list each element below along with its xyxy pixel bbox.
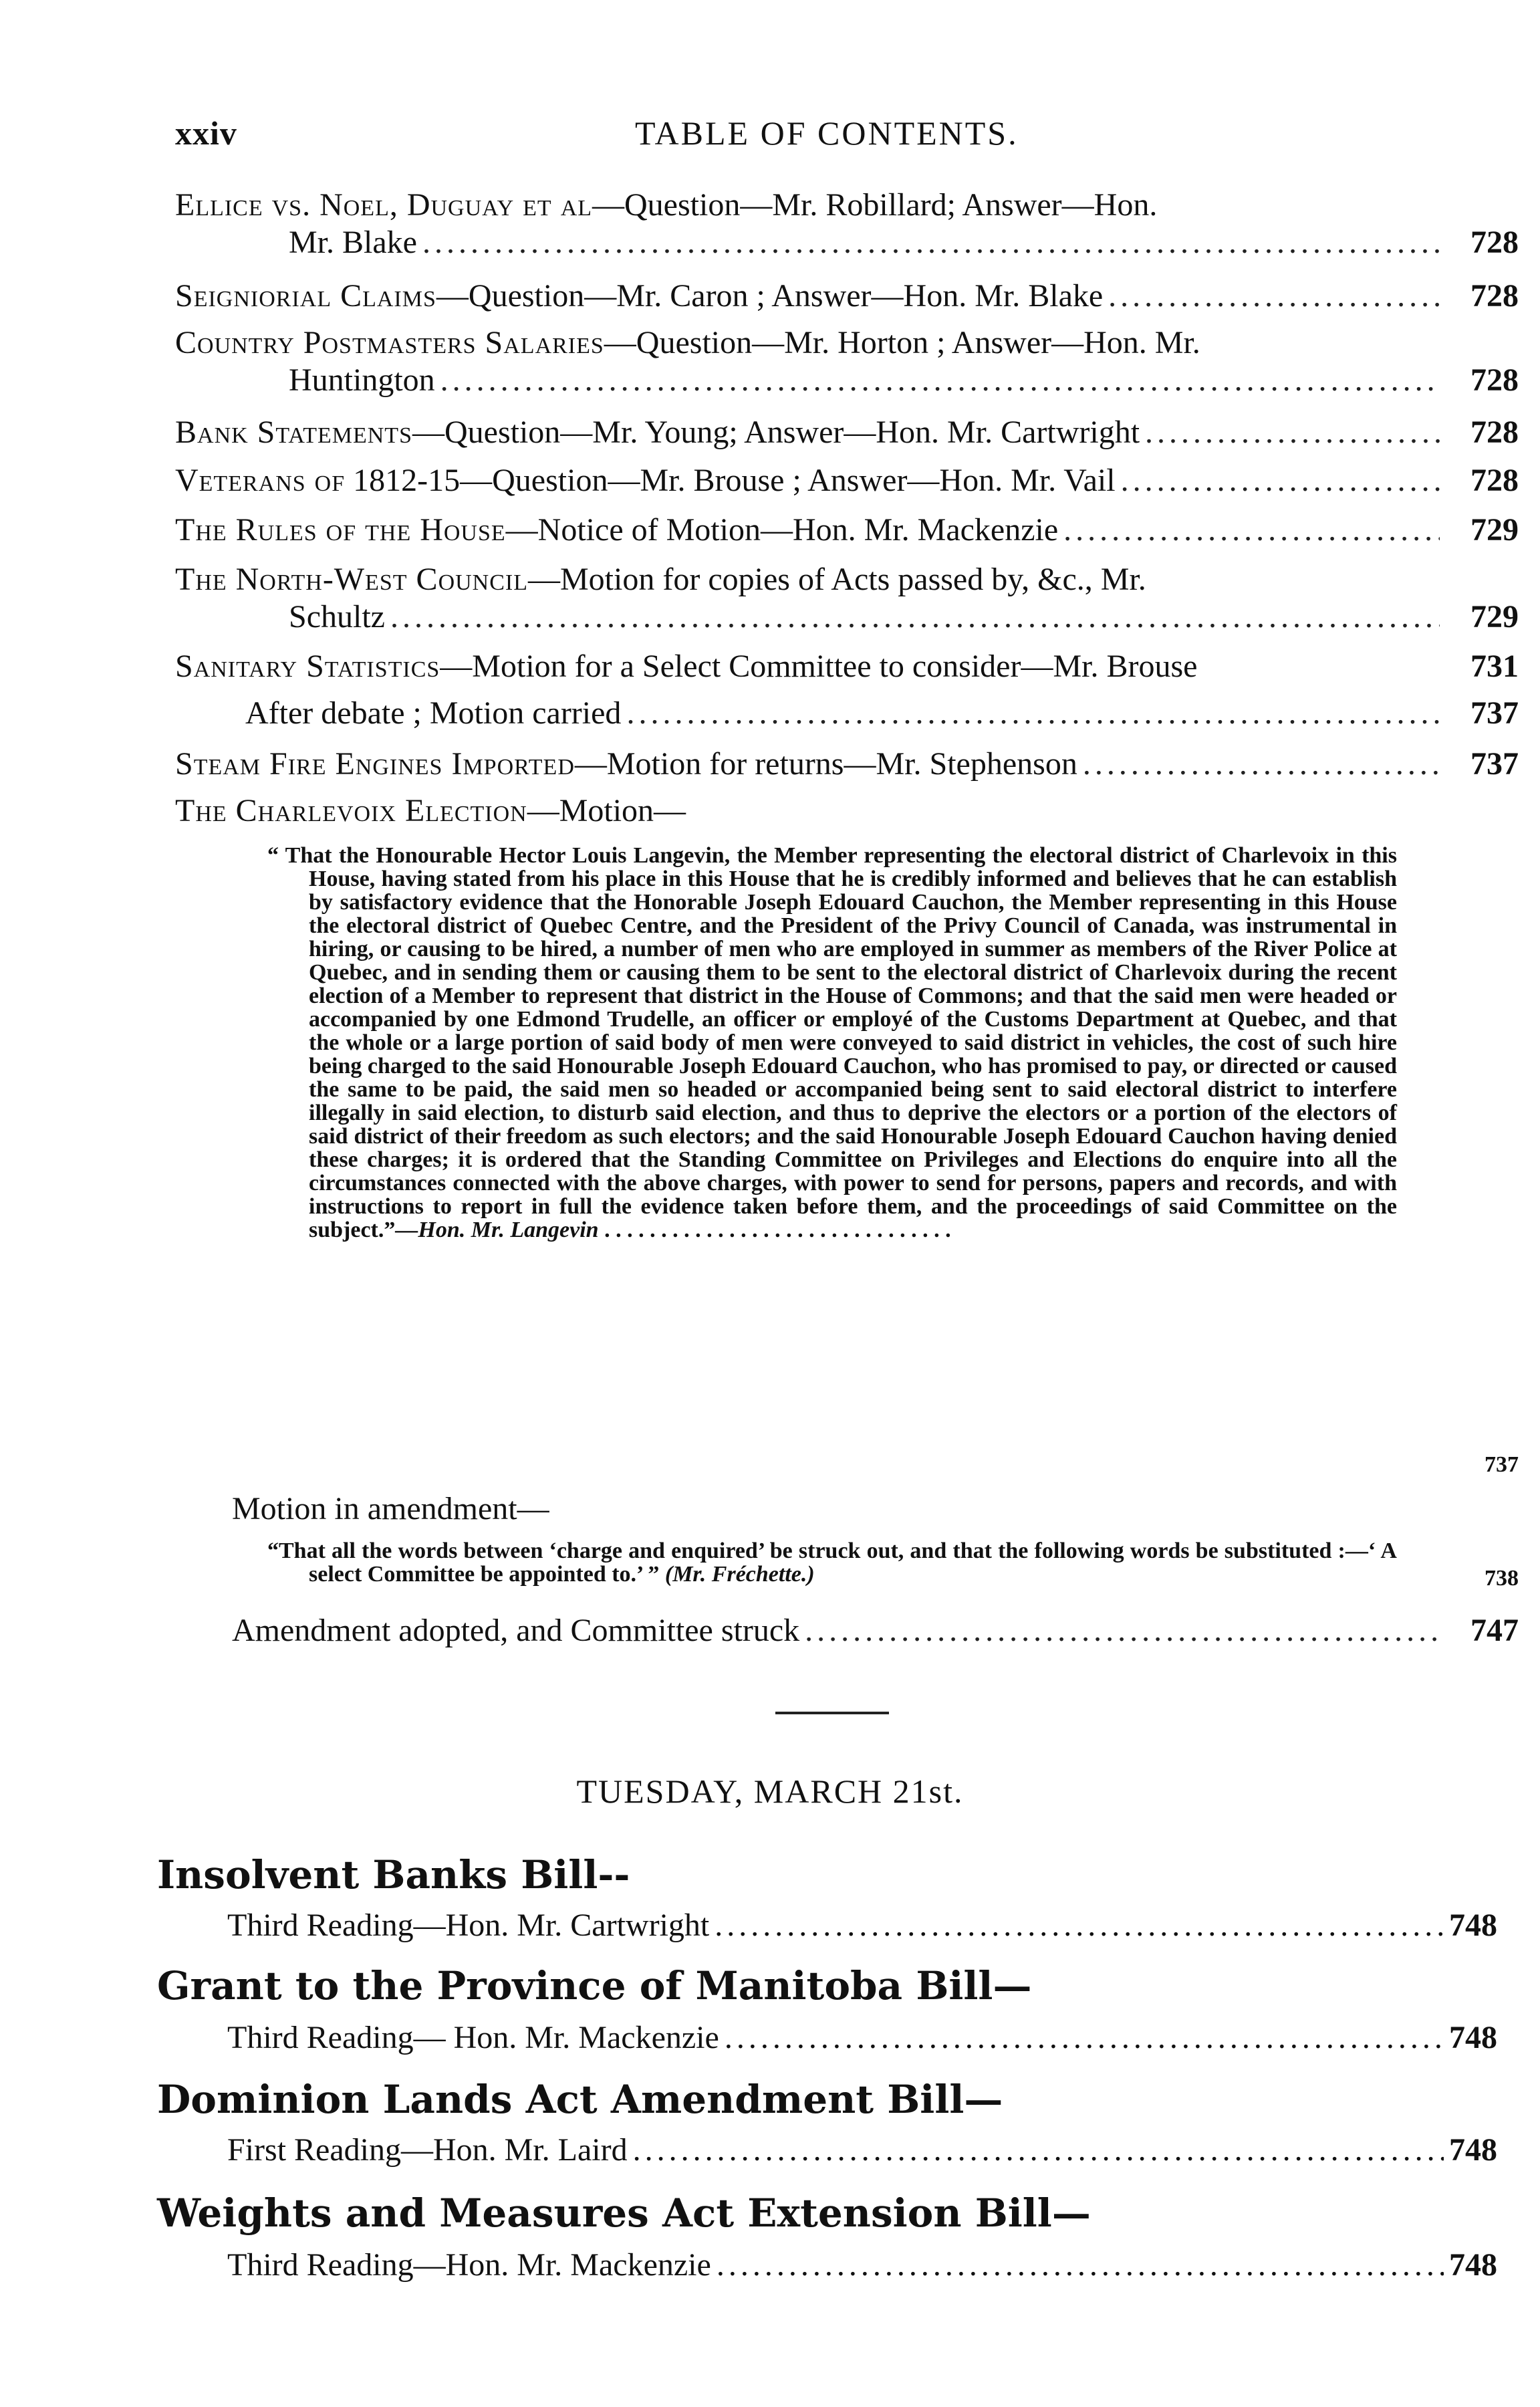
page-ref: 737 <box>1485 1452 1519 1477</box>
page-ref: 737 <box>1470 695 1519 731</box>
entry-text: —Motion for copies of Acts passed by, &c., Mr. <box>528 562 1146 597</box>
page-ref: 729 <box>1470 512 1519 548</box>
amendment-attribution: (Mr. Fréchette.) <box>664 1562 815 1587</box>
toc-entry <box>175 788 1519 834</box>
page-ref: 728 <box>1470 415 1519 450</box>
toc-entry <box>175 690 1519 737</box>
entry-text: —Motion— <box>527 793 686 828</box>
entry-heading: The North-West Council <box>175 562 528 597</box>
leader-dots <box>1145 409 1440 456</box>
entry-text: —Motion for a Select Committee to consider—Mr. Brouse <box>440 649 1198 684</box>
page-number: xxiv <box>175 114 237 152</box>
bill-line <box>227 2247 1497 2283</box>
toc-entry <box>175 182 1519 266</box>
bill-reading: Third Reading—Hon. Mr. Mackenzie <box>227 2247 711 2283</box>
entry-heading: Veterans of <box>175 463 346 498</box>
bill-line <box>227 1907 1497 1944</box>
leader-dots <box>805 1607 1440 1654</box>
entry-text: Schultz <box>289 599 385 635</box>
entry-text: —Question—Mr. Caron ; Answer—Hon. Mr. Blake <box>436 278 1104 314</box>
page-ref: 728 <box>1470 278 1519 314</box>
entry-text: After debate ; Motion carried <box>245 695 622 731</box>
bill-title: Insolvent Banks Bill-- <box>157 1852 630 1898</box>
page-ref: 728 <box>1470 362 1519 398</box>
toc-entry <box>175 507 1519 554</box>
quote-attribution: —Hon. Mr. Langevin <box>395 1218 599 1242</box>
entry-heading: Country Postmasters Salaries <box>175 325 604 360</box>
bill-reading: Third Reading— Hon. Mr. Mackenzie <box>227 2020 719 2055</box>
amendment-quote <box>267 1539 1397 1586</box>
page-title: TABLE OF CONTENTS. <box>635 114 1019 152</box>
entry-text: Mr. Blake <box>289 225 417 260</box>
leader-dots <box>725 2019 1444 2056</box>
entry-heading: Steam Fire Engines Imported <box>175 746 575 782</box>
page-ref: 738 <box>1485 1566 1519 1591</box>
leader-dots <box>390 594 1440 641</box>
entry-heading: The Rules of the House <box>175 512 506 548</box>
page-ref: 731 <box>1470 649 1519 684</box>
page-ref: 728 <box>1470 225 1519 260</box>
leader-dots <box>1083 741 1440 788</box>
toc-entry <box>175 556 1519 641</box>
leader-dots <box>626 690 1440 737</box>
toc-entry <box>175 320 1519 404</box>
bill-title: Dominion Lands Act Amendment Bill— <box>157 2077 1003 2122</box>
leader-dots <box>717 2247 1444 2283</box>
quote-text: “ That the Honourable Hector Louis Langevin, the Member representing the electoral district of Charlevoix in this House, having stated from his place in this House that he is credibly informed and believes that he can establish by satisfactory evidence that the Honorable Joseph Edouard Cauchon, the Member representing in this House the electoral district of Quebec Centre, and the President of the Privy Council of Canada, was instrumental in hiring, or causing to be hired, a number of men who are employed in summer as members of the River Police at Quebec, and in sending them or causing them to be sent to the electoral district of Charlevoix during the recent election of a Member to represent that district in the House of Commons; and that the said men were headed or accompanied by one Edmond Trudelle, an officer or employé of the Customs Department at Quebec, and that the whole or a large portion of said body of men were conveyed to said district in vehicles, the cost of such hire being charged to the said Honourable Joseph Edouard Cauchon, who has promised to pay, or directed or caused the same to be paid, the said men so headed or accompanied being sent to said electoral district to interfere illegally in said election, to disturb said election, and thus to deprive the electors or a portion of the electors of said district of their freedom as such electors; and the said Honourable Joseph Edouard Cauchon having denied these charges; it is ordered that the Standing Committee on Privileges and Elections do enquire into all the circumstances connected with the above charges, with power to send for persons, papers and records, and with instructions to report in full the evidence taken before them, and the proceedings of said Committee on the subject.” <box>267 843 1397 1242</box>
amendment-label-row <box>175 1486 1519 1532</box>
leader-dots <box>715 1907 1444 1944</box>
leader-dots <box>1121 457 1440 504</box>
leader-dots <box>440 357 1440 404</box>
entry-text: —Question—Mr. Young; Answer—Hon. Mr. Cartwright <box>412 415 1140 450</box>
entry-text: —Question—Mr. Horton ; Answer—Hon. Mr. <box>604 325 1200 360</box>
entry-heading: The Charlevoix Election <box>175 793 527 828</box>
page-ref: 748 <box>1449 2247 1497 2283</box>
toc-entry <box>175 273 1519 320</box>
page-ref: 748 <box>1449 1908 1497 1943</box>
entry-text: —Notice of Motion—Hon. Mr. Mackenzie <box>505 512 1059 548</box>
entry-heading: Ellice vs. Noel, Duguay et al <box>175 187 593 223</box>
amendment-label: Motion in amendment— <box>232 1491 549 1526</box>
page-ref: 728 <box>1470 463 1519 498</box>
bill-reading: Third Reading—Hon. Mr. Cartwright <box>227 1908 710 1943</box>
page-ref: 747 <box>1470 1613 1519 1648</box>
entry-text: 1812-15—Question—Mr. Brouse ; Answer—Hon. Mr. Vail <box>345 463 1116 498</box>
entry-text: —Question—Mr. Robillard; Answer—Hon. <box>592 187 1158 223</box>
bill-title: Grant to the Province of Manitoba Bill— <box>157 1963 1032 2009</box>
section-divider <box>775 1712 889 1714</box>
bill-reading: First Reading—Hon. Mr. Laird <box>227 2132 628 2168</box>
entry-text: Amendment adopted, and Committee struck <box>232 1613 800 1648</box>
entry-heading: Bank Statements <box>175 415 412 450</box>
date-heading: TUESDAY, MARCH 21st. <box>576 1772 964 1810</box>
toc-entry <box>175 457 1519 504</box>
leader-dots <box>1108 273 1440 320</box>
amendment-text: “That all the words between ‘charge and enquired’ be struck out, and that the following words be substituted :—‘ A select Committee be appointed to.’ ” <box>267 1538 1397 1587</box>
bill-line <box>227 2019 1497 2056</box>
leader-dots <box>633 2132 1444 2168</box>
page-ref: 737 <box>1470 746 1519 782</box>
leader-dots <box>1063 507 1440 554</box>
toc-entry <box>175 643 1519 690</box>
page-ref: 729 <box>1470 599 1519 635</box>
entry-heading: Seigniorial Claims <box>175 278 436 314</box>
entry-text: Huntington <box>289 362 435 398</box>
entry-heading: Sanitary Statistics <box>175 649 440 684</box>
leader-dots <box>422 219 1440 266</box>
bill-title: Weights and Measures Act Extension Bill— <box>157 2190 1091 2236</box>
bill-line <box>227 2132 1497 2168</box>
motion-quote: “ That the Honourable Hector Louis Langevin, the Member representing the electoral district of Charlevoix in this House, having stated from his place in this House that he is credibly informed and believes that he can establish by satisfactory evidence that the Honorable Joseph Edouard Cauchon, the Member representing in this House the electoral district of Quebec Centre, and the President of the Privy Council of Canada, was instrumental in hiring, or causing to be hired, a number of men who are employed in summer as members of the River Police at Quebec, and in sending them or causing them to be sent to the electoral district of Charlevoix during the recent election of a Member to represent that district in the House of Commons; and that the said men were headed or accompanied by one Edmond Trudelle, an officer or employé of the Customs Department at Quebec, and that the whole or a large portion of said body of men were conveyed to said district in vehicles, the cost of such hire being charged to the said Honourable Joseph Edouard Cauchon, who has promised to pay, or directed or caused the same to be paid, the said men so headed or accompanied being sent to said electoral district to interfere illegally in said election, to disturb said election, and thus to deprive the electors or a portion of the electors of said district of their freedom as such electors; and the said Honourable Joseph Edouard Cauchon having denied these charges; it is ordered that the Standing Committee on Privileges and Elections do enquire into all the circumstances connected with the above charges, with power to send for persons, papers and records, and with instructions to report in full the evidence taken before them, and the proceedings of said Committee on the subject.”—Hon. Mr. Langevin . . . . . . . . . . . . . . . . . . . . . . . . . . . . . . . <box>267 843 1397 1242</box>
toc-entry <box>175 1607 1519 1654</box>
entry-text: —Motion for returns—Mr. Stephenson <box>574 746 1077 782</box>
toc-entry <box>175 409 1519 456</box>
page-ref: 748 <box>1449 2132 1497 2168</box>
page-ref: 748 <box>1449 2020 1497 2055</box>
toc-entry <box>175 741 1519 788</box>
